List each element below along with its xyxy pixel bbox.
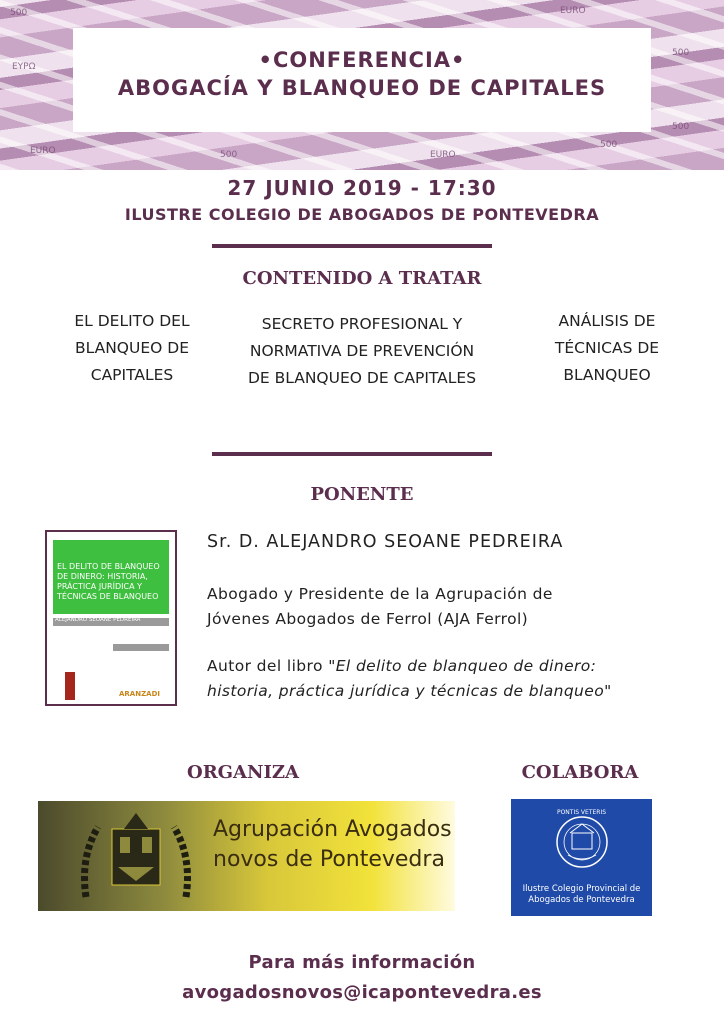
banknote-label: EYPΩ bbox=[12, 62, 36, 72]
speaker-name: Sr. D. ALEJANDRO SEOANE PEDREIRA bbox=[207, 532, 564, 552]
contact-email[interactable]: avogadosnovos@icapontevedra.es bbox=[182, 982, 542, 1003]
bio-line: Jóvenes Abogados de Ferrol (AJA Ferrol) bbox=[207, 610, 529, 628]
info-label: Para más información bbox=[248, 952, 476, 973]
event-venue: ILUSTRE COLEGIO DE ABOGADOS DE PONTEVEDRA bbox=[124, 205, 600, 224]
banknote-label: 500 bbox=[220, 150, 238, 160]
organiza-logo-line1: Agrupación Avogados bbox=[213, 817, 452, 842]
colabora-logo-line1: Ilustre Colegio Provincial de bbox=[522, 884, 641, 894]
banknote-label: 500 bbox=[600, 140, 618, 150]
colabora-heading: COLABORA bbox=[521, 762, 639, 783]
banknote-label: 500 bbox=[672, 122, 690, 132]
contents-heading: CONTENIDO A TRATAR bbox=[242, 268, 482, 289]
seal-icon bbox=[554, 815, 610, 869]
bio-line: Abogado y Presidente de la Agrupación de bbox=[207, 585, 553, 603]
book-cover-author: ALEJANDRO SEOANE PEDREIRA bbox=[55, 617, 141, 623]
book-title-italic: El delito de blanqueo de dinero: bbox=[335, 657, 597, 675]
topic-blanqueo-capitales bbox=[52, 308, 212, 389]
crest-icon bbox=[78, 807, 194, 905]
topic-line: NORMATIVA DE PREVENCIÓN bbox=[249, 342, 475, 360]
banner-background bbox=[0, 0, 724, 170]
conference-label: •CONFERENCIA• bbox=[258, 48, 466, 72]
book-cover-red-mark bbox=[65, 672, 75, 700]
banknote-label: EURO bbox=[560, 6, 586, 16]
book-cover bbox=[45, 530, 177, 706]
banknote-label: EURO bbox=[30, 146, 56, 156]
author-prefix: Autor del libro " bbox=[207, 657, 336, 675]
topic-line: SECRETO PROFESIONAL Y bbox=[261, 315, 463, 333]
topic-line: TÉCNICAS DE bbox=[554, 339, 660, 357]
banknote-label: EURO bbox=[430, 150, 456, 160]
book-cover-title: EL DELITO DE BLANQUEO DE DINERO: HISTORIA, PRÁCTICA JURÍDICA Y TÉCNICAS DE BLANQUEO bbox=[57, 562, 160, 601]
book-publisher: ARANZADI bbox=[119, 690, 160, 698]
topic-line: BLANQUEO bbox=[563, 366, 651, 384]
colabora-logo-line2: Abogados de Pontevedra bbox=[528, 895, 635, 905]
organiza-logo bbox=[38, 801, 455, 911]
conference-title: ABOGACÍA Y BLANQUEO DE CAPITALES bbox=[117, 76, 607, 100]
colabora-logo-motto: PONTIS VETERIS bbox=[556, 809, 607, 816]
organiza-heading: ORGANIZA bbox=[187, 762, 299, 783]
topic-line: BLANQUEO DE bbox=[74, 339, 190, 357]
author-suffix: " bbox=[604, 682, 612, 700]
organiza-logo-line2: novos de Pontevedra bbox=[213, 847, 445, 872]
banknote-label: 500 bbox=[10, 8, 28, 18]
banknote-label: 500 bbox=[672, 48, 690, 58]
speaker-bio bbox=[207, 582, 553, 632]
event-date-time: 27 JUNIO 2019 - 17:30 bbox=[227, 176, 497, 200]
book-cover-bar bbox=[113, 644, 169, 651]
topic-secreto-profesional bbox=[222, 311, 502, 392]
topic-line: EL DELITO DEL bbox=[74, 312, 190, 330]
topic-tecnicas-blanqueo bbox=[527, 308, 687, 389]
divider bbox=[212, 452, 492, 456]
topic-line: CAPITALES bbox=[90, 366, 174, 384]
topic-line: DE BLANQUEO DE CAPITALES bbox=[247, 369, 477, 387]
book-title-italic: historia, práctica jurídica y técnicas de blanqueo bbox=[207, 682, 605, 700]
colabora-logo bbox=[511, 799, 652, 916]
speaker-author-note bbox=[207, 654, 612, 704]
title-box bbox=[73, 28, 651, 132]
divider bbox=[212, 244, 492, 248]
topic-line: ANÁLISIS DE bbox=[558, 312, 656, 330]
speaker-heading: PONENTE bbox=[310, 484, 414, 505]
